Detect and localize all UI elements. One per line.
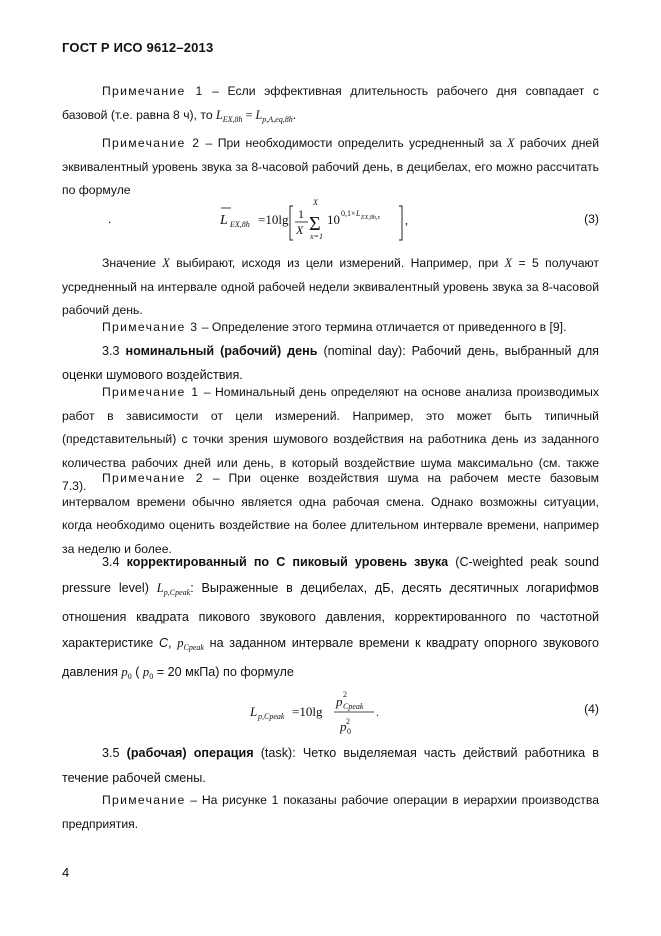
svg-text:L: L bbox=[356, 209, 361, 218]
note-label: Примечание 2 bbox=[102, 136, 201, 150]
section-3-3-note-2: Примечание 2 – При оценке воздействия шума на рабочем месте базовым интервалом времени обычно является одна рабочая смена. Однако возможны ситуации, когда необходимо оценить воздействие на более длительном интервале времени, например за неделю и более. bbox=[62, 471, 600, 556]
svg-text:p: p bbox=[340, 719, 347, 734]
section-3-5: 3.5 (рабочая) операция (task): Четко выделяемая часть действий работника в течение рабочей смены. bbox=[62, 746, 599, 785]
svg-text:X: X bbox=[296, 223, 304, 237]
svg-text:EX,8h: EX,8h bbox=[230, 220, 250, 229]
math-lpaeq8h: $L_{p,A,eq,8h}$ bbox=[255, 107, 293, 124]
svg-text:2: 2 bbox=[343, 690, 347, 699]
svg-text:X: X bbox=[313, 198, 318, 207]
term-nominal-day: номинальный (рабочий) день bbox=[125, 344, 318, 358]
svg-text:L: L bbox=[250, 704, 258, 719]
svg-text:p,Cpeak: p,Cpeak bbox=[258, 712, 285, 721]
math-lex8h: $L_{EX,8h}$ bbox=[215, 107, 243, 124]
section-3-3-note-1: Примечание 1 – Номинальный день определяют на основе анализа производимых работ в зависимости от цели измерений. Например, это может быть типичный (представительный) с точки зрения шумового воздействия на работника день из заданного количества рабочих дней или день, в который воздействие шума максимально (см. также 7.3). bbox=[62, 385, 599, 493]
svg-text:Cpeak: Cpeak bbox=[343, 702, 364, 711]
formula-4-graphic bbox=[250, 686, 390, 738]
svg-text:10: 10 bbox=[327, 212, 340, 227]
page-number: 4 bbox=[62, 865, 70, 880]
svg-text:1: 1 bbox=[298, 207, 304, 221]
formula-3-marker: . bbox=[108, 212, 112, 226]
math-p0: $p_0$ bbox=[121, 665, 132, 681]
math-pcpeak: $p_{Cpeak}$ bbox=[177, 635, 204, 652]
note-label: Примечание 1 bbox=[102, 385, 200, 399]
term-c-weighted-peak: корректированный по С пиковый уровень звука bbox=[126, 555, 449, 569]
svg-text:p: p bbox=[336, 694, 343, 709]
note-label: Примечание bbox=[102, 793, 186, 807]
math-p0: $p_0$ bbox=[142, 665, 154, 681]
svg-text:.: . bbox=[376, 705, 379, 719]
math-lpcpeak: $L_{p,Cpeak}$ bbox=[156, 580, 191, 597]
svg-text:0,1×: 0,1× bbox=[341, 209, 356, 218]
formula-4-number: (4) bbox=[584, 702, 599, 716]
note-label: Примечание 3 bbox=[102, 320, 199, 334]
document-header: ГОСТ Р ИСО 9612–2013 bbox=[62, 40, 214, 55]
note-3-paragraph: Примечание 3 – Определение этого термина отличается от приведенного в [9]. bbox=[102, 320, 567, 334]
formula-3-number: (3) bbox=[584, 212, 599, 226]
svg-text:0: 0 bbox=[347, 727, 351, 736]
svg-text:=10lg: =10lg bbox=[258, 212, 289, 227]
formula-4 bbox=[250, 686, 390, 738]
note-2-paragraph: Примечание 2 – При необходимости определить усредненный за X рабочих дней эквивалентный уровень звука за 8-часовой рабочий день, в децибелах, его можно рассчитать по формуле bbox=[62, 136, 600, 197]
section-3-3: 3.3 номинальный (рабочий) день (nominal day): Рабочий день, выбранный для оценки шумового воздействия. bbox=[62, 344, 599, 382]
note-1-paragraph: Примечание 1 – Если эффективная длительность рабочего дня совпадает с базовой (т.е. равна 8 ч), то $L_{EX,8h} = L_{p,A,eq,8h}$. bbox=[62, 84, 599, 124]
note-label: Примечание 1 bbox=[102, 84, 204, 98]
svg-text:Σ: Σ bbox=[309, 213, 321, 235]
svg-text:2: 2 bbox=[346, 717, 350, 726]
formula-3-graphic bbox=[220, 194, 420, 244]
formula-3 bbox=[220, 194, 420, 244]
note-label: Примечание 2 bbox=[102, 471, 204, 485]
svg-text:,: , bbox=[405, 213, 408, 227]
svg-text:x=1: x=1 bbox=[310, 232, 323, 241]
section-3-4: 3.4 корректированный по С пиковый уровень звука (C-weighted peak sound pressure level) $L_{p,Cpeak}$: Выраженные в децибелах, дБ, десять десятичных логарифмов отношения квадрата пикового звукового давления, корректированного по частотной характеристике C, $p_{Cpeak}$ на заданном интервале времени к квадрату опорного звукового давления $p_0$ ( $p_0 = 20$ мкПа) по формуле bbox=[62, 555, 599, 681]
svg-text:EX,8h,x: EX,8h,x bbox=[361, 215, 380, 221]
svg-text:=10lg: =10lg bbox=[292, 704, 323, 719]
section-3-5-note: Примечание – На рисунке 1 показаны рабочие операции в иерархии производства предприятия. bbox=[62, 793, 599, 831]
term-task: (рабочая) операция bbox=[126, 746, 254, 760]
svg-text:L: L bbox=[220, 213, 228, 228]
x-value-paragraph: Значение X выбирают, исходя из цели измерений. Например, при X = 5 получают усредненный на интервале одной рабочей недели эквивалентный уровень звука за 8-часовой рабочий день. bbox=[62, 256, 599, 317]
